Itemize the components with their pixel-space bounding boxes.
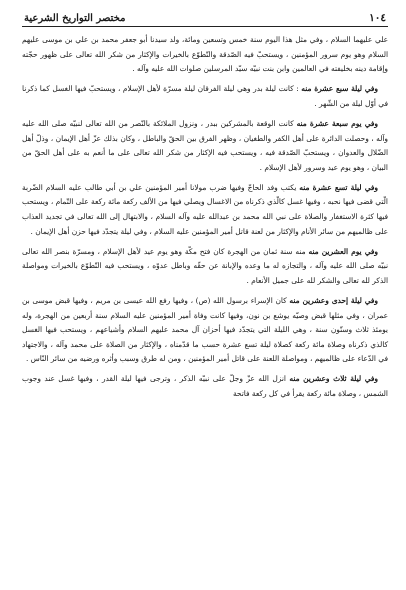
paragraph-heading: وفي يوم العشرين منه (308, 246, 378, 256)
paragraph-text: يكتب وفد الحاجّ وفيها ضرب مولانا أمير المؤمنين علي بن أبي طالب عليه السلام الضّربة الّتي قضى فيها نحبه ، وفيها غسل كالّذي ذكرناه من الاغسال ويصلي فيها من الألف ركعة مائة ركعة على التّمام ، ويستحب فيها كثرة الاستغفار والصلاة على نبي الله محمد بن عبدالله عليه وآله السلام ، والابتهال إلى الله تعالى في تجديد العذاب على ظالميهم من سائر الأنام والإكثار من لعنة قاتل أمير المؤمنين عليه السلام ، وفي ليلة يتجدّد فيها حزن أهل الإيمان . (22, 182, 388, 236)
paragraph-text: انزل الله عزّ وجلّ على نبيّه الذكر ، وترجى فيها ليلة القدر ، وفيها غسل عند وجوب الشمس ، وصلاة مائة ركعة يقرأ في كل ركعة فاتحة (22, 374, 388, 399)
paragraph-heading: وفي يوم سبعة عشرة منه (296, 118, 378, 128)
paragraph (22, 181, 388, 239)
header-rule (22, 26, 388, 27)
paragraph (22, 245, 388, 289)
paragraph (22, 33, 388, 77)
paragraph-text: : كانت ليلة بدر وهي ليلة الفرقان ليلة مسرّة لأهل الإسلام ، ويستحبّ فيها الغسل كما ذكرنا في أوّل ليلة من الشّهر . (22, 84, 388, 108)
paragraph (22, 82, 388, 111)
paragraph-text: كانت الوقعة بالمشركين ببدر ، ونزول الملائكة بالنّصر من الله تعالى لنبيّه صلى الله عليه وآله ، وحصلت الدائرة على أهل الكفر والطغيان ، وظهر الفرق بين الحقّ والباطل ، وكان بذلك عزّ أهل الإيمان ، وذلّ أهل الضّلال والعدوان ، ويستحبّ الصّدقة فيه ، ويستحب فيه الإكثار من شكر الله تعالى على ما أنعم به على أهل الحقّ من البيان ، وهو يوم عيد وسرور لأهل الإسلام . (22, 118, 388, 172)
paragraph-text: كان الإسراء برسول الله (ص) ، وفيها رفع الله عيسى بن مريم ، وفيها قبض موسى بن عمران ، وفي مثلها قبض وصيّه يوشع بن نون، وفيها كانت وفاة أمير المؤمنين عليه السلام سنة أربعين من الهجرة، وله يومئذ ثلاث وستّون سنة ، وهي الليلة التي يتجدّد فيها أحزان آل محمد عليهم السلام وأشياعهم ، ويستحب فيها الغسل كالذي ذكرناه وصلاة مائة ركعة كصلاة ليلة تسع عشرة حسب ما قدّمناه ، والإكثار من الصلاة على محمد وآله ، والاجتهاد في الدّعاء على ظالميهم ، ومواصلة اللعنة على قاتل أمير المؤمنين ، ومن له طرق وسبب وأثره ورضيه من سائر النّاس . (22, 296, 388, 364)
page-body (22, 33, 388, 402)
page-header (22, 8, 388, 24)
paragraph-heading: وفي ليلة تسع عشرة منه (299, 182, 378, 192)
paragraph-text: منه سنة ثمان من الهجرة كان فتح مكّة وهو يوم عيد لأهل الإسلام ، ومسرّة بنصر الله تعالى نبيّه صلى الله عليه وآله ، والتجازه له ما وعده والإبانة عن حقّه وباطل عدوّه ، ويستحب فيه التّطوّع بالخيرات ومواصلة الذكر لله تعالى والشكر لله على جميل الأنعام . (22, 246, 388, 285)
paragraph (22, 372, 388, 401)
paragraph-text: علي عليهما السلام ، وفي مثل هذا اليوم سنة خمس وتسعين ومائة، ولد سيدنا أبو جعفر محمد بن علي بن موسى عليهم السلام وهو يوم سرور المؤمنين ، ويستحبّ فيه الصّدقة والتّطوّع بالخيرات والإكثار من شكر الله تعالى على ظهور حجّته وإقامة دينه بخليفته في العالمين وابن بنت نبيّه سيّد المرسلين صلوات الله عليه وآله . (22, 35, 388, 74)
paragraph-heading: وفي ليلة ثلاث وعشرين منه (289, 374, 379, 384)
book-title: مختصر التواريخ الشرعية (24, 13, 126, 24)
paragraph (22, 117, 388, 175)
book-page (22, 8, 388, 582)
paragraph-heading: وفي ليلة إحدى وعشرين منه (289, 296, 379, 305)
page-number: ١٠٤ (369, 12, 386, 24)
paragraph (22, 294, 388, 367)
paragraph-heading: وفي ليلة سبع عشرة منه (301, 84, 379, 94)
